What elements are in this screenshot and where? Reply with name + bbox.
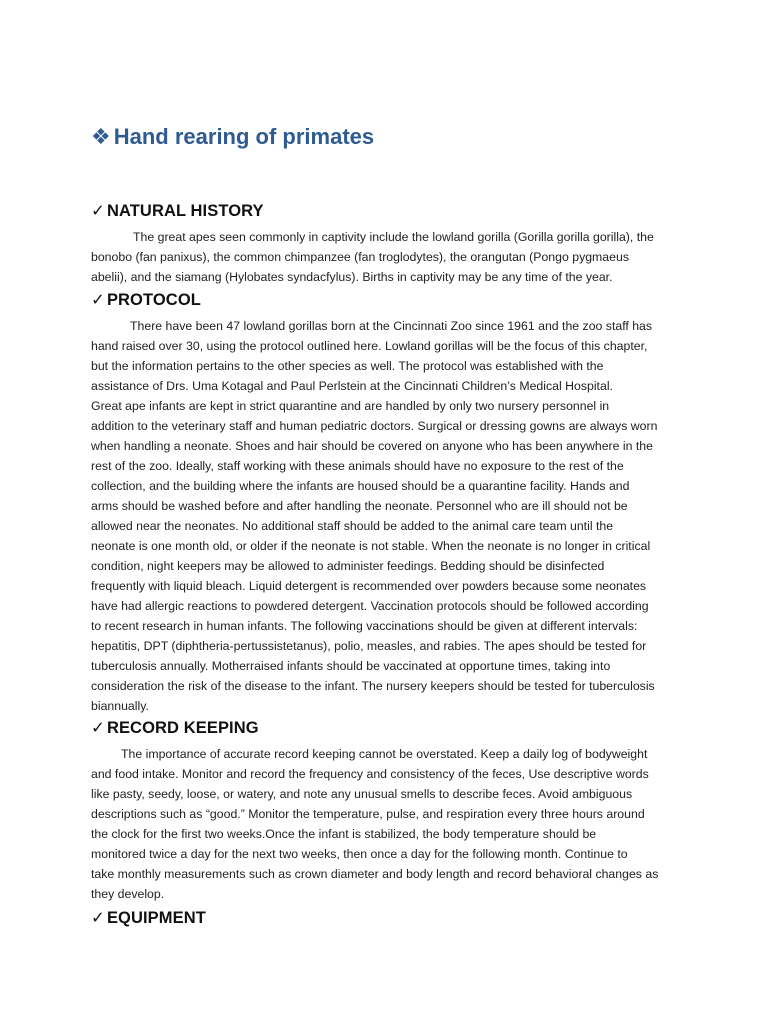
- text-line: hand raised over 30, using the protocol outlined here. Lowland gorillas will be the focus of this chapter,: [91, 339, 648, 353]
- text-line: hepatitis, DPT (diphtheria-pertussistetanus), polio, measles, and rabies. The apes should be tested for: [91, 639, 647, 653]
- checkmark-icon: ✓: [91, 291, 105, 309]
- text-line: neonate is one month old, or older if the neonate is not stable. When the neonate is no longer in critical: [91, 539, 651, 553]
- text-line: to recent research in human infants. The following vaccinations should be given at different intervals:: [91, 619, 638, 633]
- text-line: The importance of accurate record keeping cannot be overstated. Keep a daily log of bodyweight: [121, 747, 648, 761]
- text-line: collection, and the building where the infants are housed should be a quarantine facility. Hands and: [91, 479, 630, 493]
- diamond-bullet-icon: ❖: [91, 124, 111, 149]
- text-line: consideration the risk of the disease to the infant. The nursery keepers should be tested for tuberculosis: [91, 679, 655, 693]
- text-line: like pasty, seedy, loose, or watery, and note any unusual smells to describe feces. Avoid ambiguous: [91, 787, 633, 801]
- text-line: tuberculosis annually. Motherraised infants should be vaccinated at opportune times, taking into: [91, 659, 611, 673]
- text-line: assistance of Drs. Uma Kotagal and Paul Perlstein at the Cincinnati Children’s Medical Hospital.: [91, 379, 613, 393]
- checkmark-icon: ✓: [91, 719, 105, 737]
- text-line: when handling a neonate. Shoes and hair should be covered on anyone who has been anywhere in the: [91, 439, 653, 453]
- text-line: take monthly measurements such as crown diameter and body length and record behavioral changes as: [91, 867, 659, 881]
- section-heading-text: EQUIPMENT: [106, 909, 206, 927]
- paragraph-protocol: [91, 316, 679, 716]
- text-line: arms should be washed before and after handling the neonate. Personnel who are ill should not be: [91, 499, 628, 513]
- section-heading-text: NATURAL HISTORY: [106, 202, 264, 220]
- text-line: rest of the zoo. Ideally, staff working with these animals should have no exposure to the rest of the: [91, 459, 624, 473]
- checkmark-icon: ✓: [91, 909, 105, 927]
- text-line: bonobo (fan panixus), the common chimpanzee (fan troglodytes), the orangutan (Pongo pygmaeus: [91, 250, 629, 264]
- text-line: addition to the veterinary staff and human pediatric doctors. Surgical or dressing gowns are always worn: [91, 419, 658, 433]
- checkmark-icon: ✓: [91, 202, 105, 220]
- document-title-text: Hand rearing of primates: [113, 124, 375, 149]
- section-heading-protocol: [91, 290, 201, 310]
- text-line: condition, night keepers may be allowed to administer feedings. Bedding should be disinfected: [91, 559, 605, 573]
- text-line: monitored twice a day for the next two weeks, then once a day for the following month. Continue to: [91, 847, 628, 861]
- paragraph-record-keeping: [91, 744, 679, 904]
- text-line: descriptions such as “good.” Monitor the temperature, pulse, and respiration every three hours around: [91, 807, 645, 821]
- text-line: have had allergic reactions to powdered detergent. Vaccination protocols should be followed according: [91, 599, 649, 613]
- paragraph-natural-history: [91, 227, 679, 287]
- text-line: allowed near the neonates. No additional staff should be added to the animal care team until the: [91, 519, 614, 533]
- section-heading-equipment: [91, 908, 206, 928]
- section-heading-natural-history: [91, 201, 264, 221]
- text-line: abelii), and the siamang (Hylobates syndacfylus). Births in captivity may be any time of the year.: [91, 270, 613, 284]
- text-line: frequently with liquid bleach. Liquid detergent is recommended over powders because some neonates: [91, 579, 647, 593]
- section-heading-text: RECORD KEEPING: [106, 719, 259, 737]
- text-line: Great ape infants are kept in strict quarantine and are handled by only two nursery personnel in: [91, 399, 610, 413]
- text-line: they develop.: [91, 887, 165, 901]
- text-line: biannually.: [91, 699, 149, 713]
- text-line: There have been 47 lowland gorillas born at the Cincinnati Zoo since 1961 and the zoo staff has: [130, 319, 653, 333]
- text-line: but the information pertains to the other species as well. The protocol was established with the: [91, 359, 604, 373]
- document-title: [91, 124, 374, 150]
- section-heading-text: PROTOCOL: [106, 291, 201, 309]
- section-heading-record-keeping: [91, 718, 259, 738]
- text-line: The great apes seen commonly in captivity include the lowland gorilla (Gorilla gorilla gorilla), the: [133, 230, 654, 244]
- text-line: and food intake. Monitor and record the frequency and consistency of the feces, Use descriptive words: [91, 767, 649, 781]
- text-line: the clock for the first two weeks.Once the infant is stabilized, the body temperature should be: [91, 827, 597, 841]
